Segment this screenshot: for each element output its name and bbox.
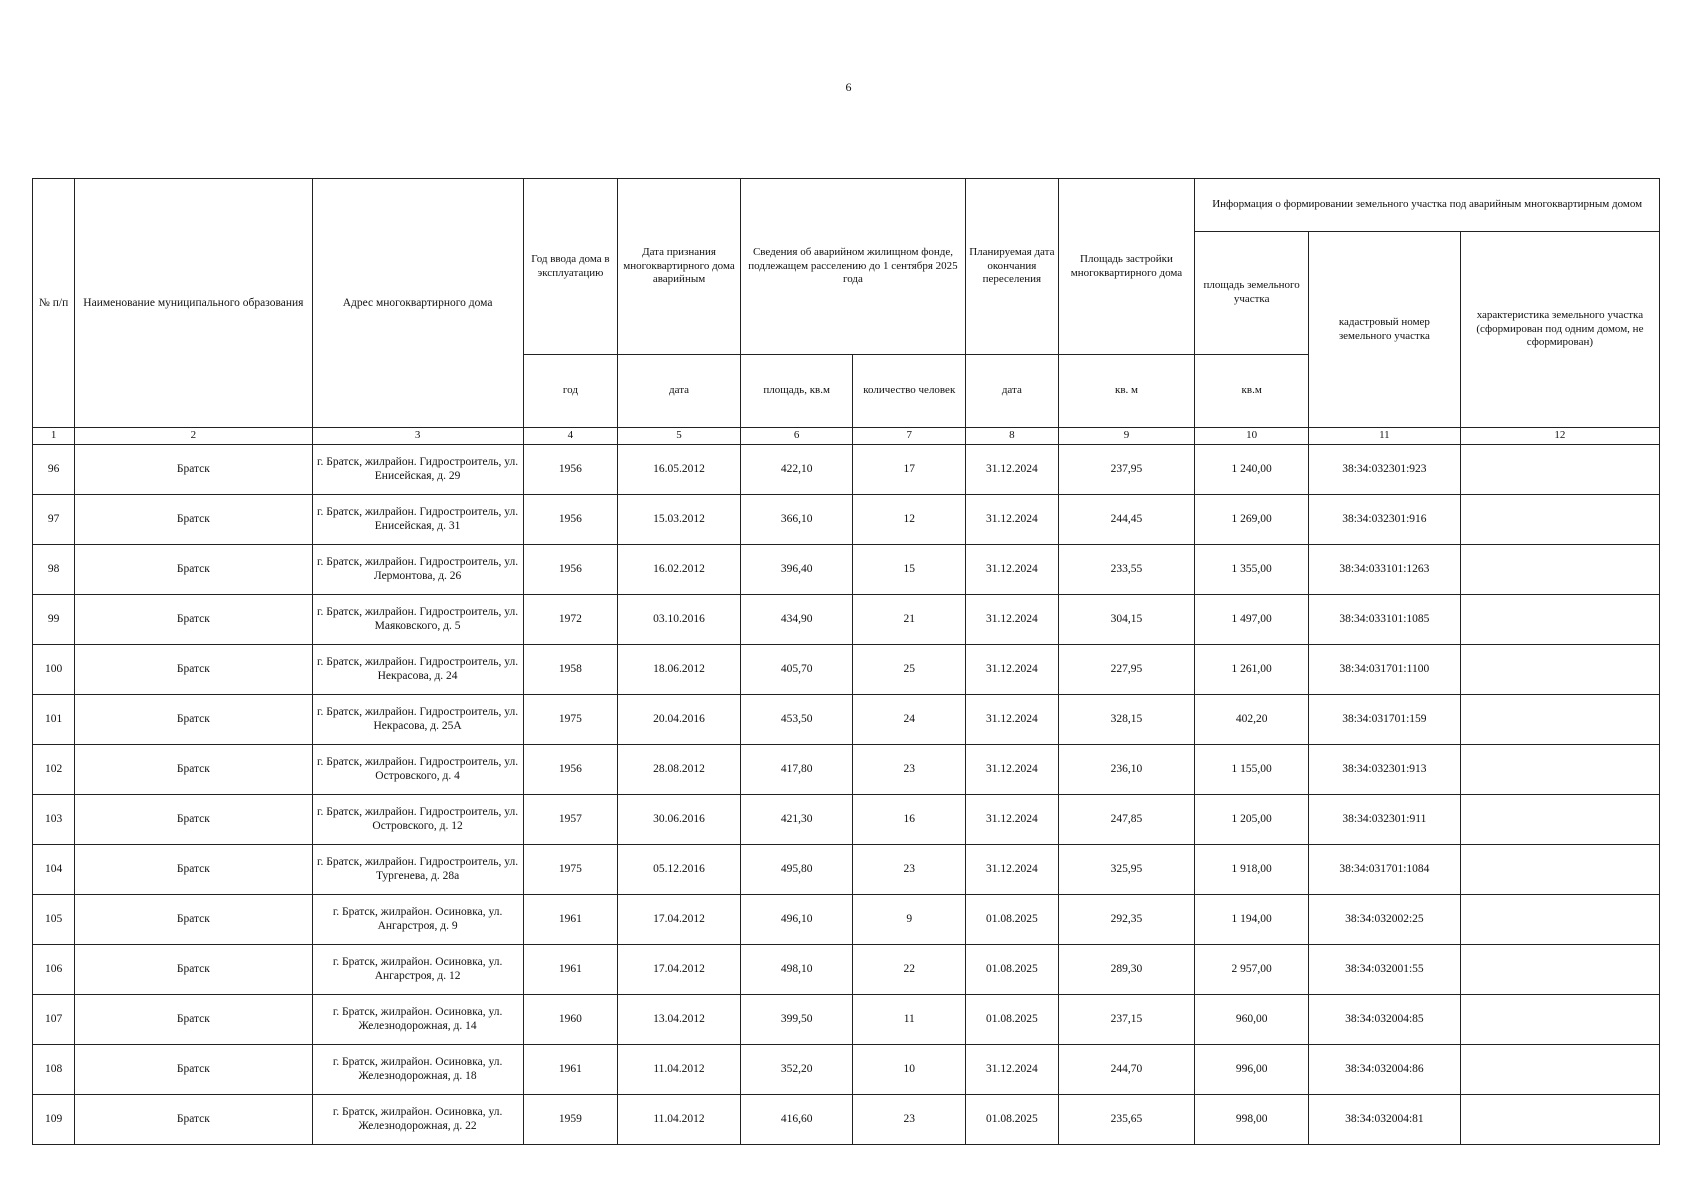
cell-area: 405,70 <box>740 645 853 695</box>
cell-row-number: 109 <box>33 1095 75 1145</box>
cell-people: 17 <box>853 445 966 495</box>
column-number: 4 <box>523 428 618 445</box>
cell-building-area: 235,65 <box>1058 1095 1195 1145</box>
cell-building-area: 237,95 <box>1058 445 1195 495</box>
cell-area: 396,40 <box>740 545 853 595</box>
cell-cadastral: 38:34:032301:911 <box>1308 795 1460 845</box>
cell-recognition-date: 28.08.2012 <box>618 745 741 795</box>
cell-planned-end: 31.12.2024 <box>966 545 1059 595</box>
cell-building-area: 289,30 <box>1058 945 1195 995</box>
table-row <box>33 795 1660 845</box>
cell-row-number: 99 <box>33 595 75 645</box>
cell-cadastral: 38:34:031701:1100 <box>1308 645 1460 695</box>
cell-land-area: 1 497,00 <box>1195 595 1309 645</box>
cell-municipality: Братск <box>75 595 312 645</box>
cell-row-number: 100 <box>33 645 75 695</box>
cell-address: г. Братск, жилрайон. Гидростроитель, ул. Енисейская, д. 31 <box>312 495 523 545</box>
header-building-area: Площадь застройки многоквартирного дома <box>1058 179 1195 355</box>
cell-land-area: 1 269,00 <box>1195 495 1309 545</box>
unit-year: год <box>523 355 618 428</box>
cell-row-number: 108 <box>33 1045 75 1095</box>
cell-area: 496,10 <box>740 895 853 945</box>
cell-year: 1956 <box>523 745 618 795</box>
table-row <box>33 945 1660 995</box>
cell-people: 23 <box>853 1095 966 1145</box>
cell-municipality: Братск <box>75 545 312 595</box>
table-row <box>33 495 1660 545</box>
cell-area: 366,10 <box>740 495 853 545</box>
cell-row-number: 98 <box>33 545 75 595</box>
cell-area: 434,90 <box>740 595 853 645</box>
cell-building-area: 292,35 <box>1058 895 1195 945</box>
table-row <box>33 445 1660 495</box>
column-number: 10 <box>1195 428 1309 445</box>
cell-row-number: 104 <box>33 845 75 895</box>
cell-land-char <box>1460 545 1659 595</box>
cell-cadastral: 38:34:031701:1084 <box>1308 845 1460 895</box>
cell-land-area: 1 205,00 <box>1195 795 1309 845</box>
cell-building-area: 328,15 <box>1058 695 1195 745</box>
page-number: 6 <box>845 80 852 94</box>
column-number: 5 <box>618 428 741 445</box>
cell-land-char <box>1460 895 1659 945</box>
table-row <box>33 695 1660 745</box>
cell-year: 1956 <box>523 495 618 545</box>
cell-area: 421,30 <box>740 795 853 845</box>
cell-planned-end: 31.12.2024 <box>966 445 1059 495</box>
cell-cadastral: 38:34:032002:25 <box>1308 895 1460 945</box>
cell-address: г. Братск, жилрайон. Гидростроитель, ул. Островского, д. 12 <box>312 795 523 845</box>
cell-municipality: Братск <box>75 845 312 895</box>
cell-year: 1959 <box>523 1095 618 1145</box>
cell-address: г. Братск, жилрайон. Гидростроитель, ул. Лермонтова, д. 26 <box>312 545 523 595</box>
column-number-row <box>33 428 1660 445</box>
cell-area: 495,80 <box>740 845 853 895</box>
cell-cadastral: 38:34:032004:85 <box>1308 995 1460 1045</box>
column-number: 12 <box>1460 428 1659 445</box>
cell-land-char <box>1460 495 1659 545</box>
cell-land-area: 1 155,00 <box>1195 745 1309 795</box>
cell-people: 11 <box>853 995 966 1045</box>
cell-people: 23 <box>853 745 966 795</box>
cell-municipality: Братск <box>75 695 312 745</box>
cell-year: 1972 <box>523 595 618 645</box>
cell-building-area: 244,70 <box>1058 1045 1195 1095</box>
cell-people: 23 <box>853 845 966 895</box>
cell-municipality: Братск <box>75 945 312 995</box>
column-number: 1 <box>33 428 75 445</box>
header-commission-year: Год ввода дома в эксплуатацию <box>523 179 618 355</box>
cell-cadastral: 38:34:032004:81 <box>1308 1095 1460 1145</box>
cell-year: 1975 <box>523 695 618 745</box>
header-row-no: № п/п <box>33 179 75 428</box>
cell-year: 1961 <box>523 945 618 995</box>
cell-row-number: 107 <box>33 995 75 1045</box>
cell-address: г. Братск, жилрайон. Гидростроитель, ул. Маяковского, д. 5 <box>312 595 523 645</box>
cell-area: 453,50 <box>740 695 853 745</box>
cell-land-char <box>1460 445 1659 495</box>
cell-people: 16 <box>853 795 966 845</box>
cell-recognition-date: 18.06.2012 <box>618 645 741 695</box>
cell-municipality: Братск <box>75 745 312 795</box>
unit-sqm: кв. м <box>1058 355 1195 428</box>
cell-planned-end: 31.12.2024 <box>966 1045 1059 1095</box>
cell-people: 10 <box>853 1045 966 1095</box>
cell-cadastral: 38:34:032301:913 <box>1308 745 1460 795</box>
header-planned-end: Планируемая дата окончания переселения <box>966 179 1059 355</box>
column-number: 6 <box>740 428 853 445</box>
cell-land-area: 998,00 <box>1195 1095 1309 1145</box>
column-number: 3 <box>312 428 523 445</box>
cell-planned-end: 31.12.2024 <box>966 845 1059 895</box>
cell-row-number: 96 <box>33 445 75 495</box>
cell-municipality: Братск <box>75 795 312 845</box>
table-row <box>33 595 1660 645</box>
emergency-housing-table <box>32 178 1660 1145</box>
cell-building-area: 227,95 <box>1058 645 1195 695</box>
cell-municipality: Братск <box>75 895 312 945</box>
cell-land-area: 1 355,00 <box>1195 545 1309 595</box>
table-row <box>33 995 1660 1045</box>
cell-planned-end: 31.12.2024 <box>966 645 1059 695</box>
cell-year: 1961 <box>523 895 618 945</box>
cell-land-char <box>1460 795 1659 845</box>
cell-people: 24 <box>853 695 966 745</box>
cell-row-number: 103 <box>33 795 75 845</box>
cell-year: 1960 <box>523 995 618 1045</box>
cell-cadastral: 38:34:031701:159 <box>1308 695 1460 745</box>
cell-address: г. Братск, жилрайон. Осиновка, ул. Ангарстроя, д. 9 <box>312 895 523 945</box>
cell-row-number: 105 <box>33 895 75 945</box>
cell-people: 9 <box>853 895 966 945</box>
cell-planned-end: 01.08.2025 <box>966 895 1059 945</box>
cell-building-area: 247,85 <box>1058 795 1195 845</box>
cell-cadastral: 38:34:032001:55 <box>1308 945 1460 995</box>
cell-row-number: 102 <box>33 745 75 795</box>
cell-year: 1956 <box>523 445 618 495</box>
cell-cadastral: 38:34:033101:1263 <box>1308 545 1460 595</box>
cell-planned-end: 31.12.2024 <box>966 595 1059 645</box>
cell-area: 399,50 <box>740 995 853 1045</box>
cell-recognition-date: 13.04.2012 <box>618 995 741 1045</box>
cell-municipality: Братск <box>75 495 312 545</box>
unit-date: дата <box>618 355 741 428</box>
unit-people: количество человек <box>853 355 966 428</box>
header-address: Адрес многоквартирного дома <box>312 179 523 428</box>
cell-planned-end: 01.08.2025 <box>966 995 1059 1045</box>
cell-land-char <box>1460 1045 1659 1095</box>
cell-land-area: 1 240,00 <box>1195 445 1309 495</box>
cell-cadastral: 38:34:033101:1085 <box>1308 595 1460 645</box>
cell-address: г. Братск, жилрайон. Гидростроитель, ул. Енисейская, д. 29 <box>312 445 523 495</box>
cell-cadastral: 38:34:032301:916 <box>1308 495 1460 545</box>
column-number: 7 <box>853 428 966 445</box>
cell-building-area: 325,95 <box>1058 845 1195 895</box>
cell-building-area: 237,15 <box>1058 995 1195 1045</box>
column-number: 2 <box>75 428 312 445</box>
cell-recognition-date: 17.04.2012 <box>618 945 741 995</box>
cell-land-area: 1 194,00 <box>1195 895 1309 945</box>
cell-address: г. Братск, жилрайон. Осиновка, ул. Железнодорожная, д. 22 <box>312 1095 523 1145</box>
unit-sqm-land: кв.м <box>1195 355 1309 428</box>
cell-recognition-date: 11.04.2012 <box>618 1095 741 1145</box>
cell-address: г. Братск, жилрайон. Осиновка, ул. Ангарстроя, д. 12 <box>312 945 523 995</box>
cell-cadastral: 38:34:032004:86 <box>1308 1045 1460 1095</box>
cell-people: 25 <box>853 645 966 695</box>
cell-planned-end: 31.12.2024 <box>966 795 1059 845</box>
table-body <box>33 445 1660 1145</box>
cell-land-char <box>1460 1095 1659 1145</box>
cell-recognition-date: 05.12.2016 <box>618 845 741 895</box>
cell-land-area: 402,20 <box>1195 695 1309 745</box>
cell-planned-end: 31.12.2024 <box>966 745 1059 795</box>
cell-building-area: 244,45 <box>1058 495 1195 545</box>
cell-recognition-date: 11.04.2012 <box>618 1045 741 1095</box>
cell-land-area: 1 918,00 <box>1195 845 1309 895</box>
cell-building-area: 233,55 <box>1058 545 1195 595</box>
cell-people: 12 <box>853 495 966 545</box>
table-row <box>33 645 1660 695</box>
header-municipality: Наименование муниципального образования <box>75 179 312 428</box>
cell-land-char <box>1460 945 1659 995</box>
cell-recognition-date: 17.04.2012 <box>618 895 741 945</box>
table-row <box>33 1095 1660 1145</box>
cell-planned-end: 31.12.2024 <box>966 695 1059 745</box>
header-recognition-date: Дата признания многоквартирного дома аварийным <box>618 179 741 355</box>
cell-people: 15 <box>853 545 966 595</box>
cell-municipality: Братск <box>75 645 312 695</box>
cell-recognition-date: 20.04.2016 <box>618 695 741 745</box>
table-row <box>33 545 1660 595</box>
cell-building-area: 236,10 <box>1058 745 1195 795</box>
cell-land-char <box>1460 695 1659 745</box>
cell-area: 422,10 <box>740 445 853 495</box>
cell-municipality: Братск <box>75 445 312 495</box>
header-emergency-fund: Сведения об аварийном жилищном фонде, подлежащем расселению до 1 сентября 2025 года <box>740 179 965 355</box>
cell-row-number: 97 <box>33 495 75 545</box>
cell-address: г. Братск, жилрайон. Осиновка, ул. Железнодорожная, д. 14 <box>312 995 523 1045</box>
cell-address: г. Братск, жилрайон. Гидростроитель, ул. Островского, д. 4 <box>312 745 523 795</box>
cell-municipality: Братск <box>75 1095 312 1145</box>
cell-land-char <box>1460 995 1659 1045</box>
cell-land-area: 1 261,00 <box>1195 645 1309 695</box>
cell-planned-end: 01.08.2025 <box>966 945 1059 995</box>
header-row-top <box>33 179 1660 232</box>
header-land-area: площадь земельного участка <box>1195 232 1309 355</box>
cell-year: 1957 <box>523 795 618 845</box>
header-land-info: Информация о формировании земельного участка под аварийным многоквартирным домом <box>1195 179 1660 232</box>
cell-planned-end: 31.12.2024 <box>966 495 1059 545</box>
cell-municipality: Братск <box>75 995 312 1045</box>
cell-recognition-date: 03.10.2016 <box>618 595 741 645</box>
cell-recognition-date: 16.05.2012 <box>618 445 741 495</box>
cell-land-area: 960,00 <box>1195 995 1309 1045</box>
cell-row-number: 101 <box>33 695 75 745</box>
table-row <box>33 895 1660 945</box>
cell-planned-end: 01.08.2025 <box>966 1095 1059 1145</box>
cell-people: 22 <box>853 945 966 995</box>
cell-land-char <box>1460 595 1659 645</box>
cell-municipality: Братск <box>75 1045 312 1095</box>
cell-address: г. Братск, жилрайон. Гидростроитель, ул. Некрасова, д. 25А <box>312 695 523 745</box>
table-row <box>33 1045 1660 1095</box>
cell-area: 416,60 <box>740 1095 853 1145</box>
column-number: 9 <box>1058 428 1195 445</box>
column-number: 11 <box>1308 428 1460 445</box>
cell-land-char <box>1460 845 1659 895</box>
cell-area: 352,20 <box>740 1045 853 1095</box>
column-number: 8 <box>966 428 1059 445</box>
cell-land-char <box>1460 645 1659 695</box>
cell-recognition-date: 16.02.2012 <box>618 545 741 595</box>
cell-year: 1975 <box>523 845 618 895</box>
cell-land-area: 996,00 <box>1195 1045 1309 1095</box>
cell-land-area: 2 957,00 <box>1195 945 1309 995</box>
unit-date-end: дата <box>966 355 1059 428</box>
table-row <box>33 745 1660 795</box>
cell-row-number: 106 <box>33 945 75 995</box>
cell-cadastral: 38:34:032301:923 <box>1308 445 1460 495</box>
cell-address: г. Братск, жилрайон. Гидростроитель, ул. Тургенева, д. 28а <box>312 845 523 895</box>
cell-year: 1958 <box>523 645 618 695</box>
table-row <box>33 845 1660 895</box>
cell-area: 417,80 <box>740 745 853 795</box>
unit-area: площадь, кв.м <box>740 355 853 428</box>
cell-year: 1961 <box>523 1045 618 1095</box>
cell-area: 498,10 <box>740 945 853 995</box>
cell-recognition-date: 15.03.2012 <box>618 495 741 545</box>
header-cadastral: кадастровый номер земельного участка <box>1308 232 1460 428</box>
cell-people: 21 <box>853 595 966 645</box>
cell-recognition-date: 30.06.2016 <box>618 795 741 845</box>
cell-building-area: 304,15 <box>1058 595 1195 645</box>
cell-land-char <box>1460 745 1659 795</box>
cell-address: г. Братск, жилрайон. Осиновка, ул. Железнодорожная, д. 18 <box>312 1045 523 1095</box>
cell-address: г. Братск, жилрайон. Гидростроитель, ул. Некрасова, д. 24 <box>312 645 523 695</box>
cell-year: 1956 <box>523 545 618 595</box>
header-land-char: характеристика земельного участка (сформирован под одним домом, не сформирован) <box>1460 232 1659 428</box>
